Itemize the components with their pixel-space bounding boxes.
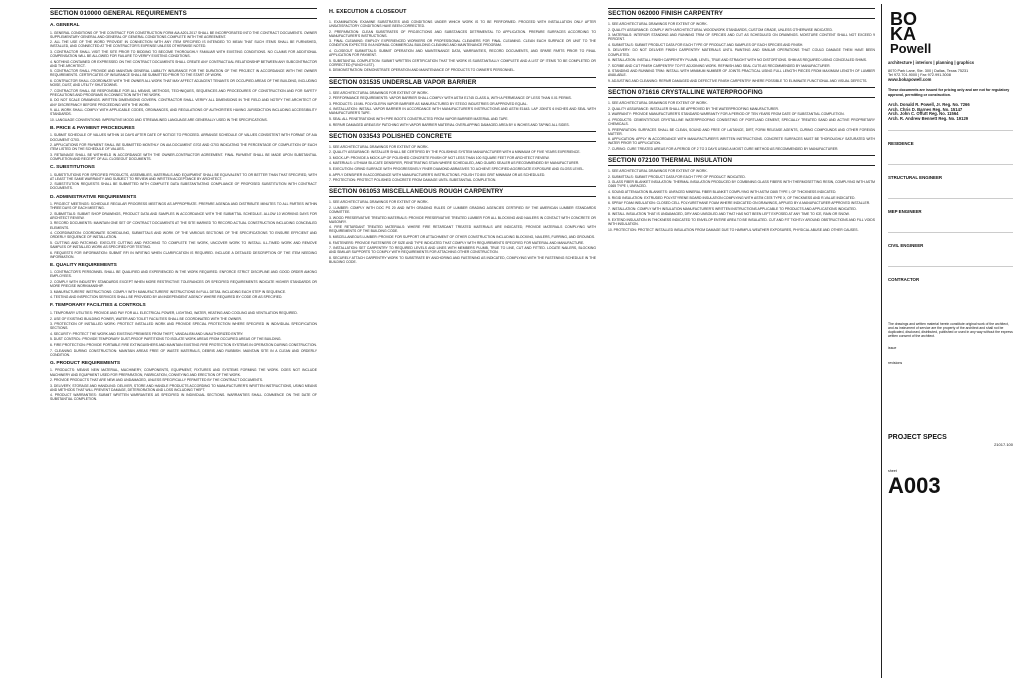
firm-address: 8070 Park Lane, Ste. 300 | Dallas, Texas 75231 — [888, 68, 969, 73]
spec-paragraph: 2. QUALITY ASSURANCE: INSTALLER SHALL BE CERTIFIED BY THE POLISHING SYSTEM MANUFACTURER WITH A MINIMUM OF FIVE YEARS EXPERIENCE. — [329, 150, 581, 155]
spec-paragraph: 3. PROTECTION OF INSTALLED WORK: PROTECT INSTALLED WORK AND PROVIDE SPECIAL PROTECTION WHERE SPECIFIED IN INDIVIDUAL SPECIFICATION SECTIONS. — [50, 322, 317, 331]
spec-paragraph: 6. INSTALLATION: INSTALL FINISH CARPENTRY PLUMB, LEVEL, TRUE AND STRAIGHT WITH NO DISTORTIONS. SHIM AS REQUIRED USING CONCEALED SHIMS. — [608, 58, 867, 63]
section-title: SECTION 061053 MISCELLANEOUS ROUGH CARPENTRY — [329, 186, 596, 197]
spec-column — [50, 8, 317, 680]
section-title: SECTION 072100 THERMAL INSULATION — [608, 155, 875, 166]
spec-paragraph: 1. EXAMINATION: EXAMINE SUBSTRATES AND CONDITIONS UNDER WHICH WORK IS TO BE PERFORMED. PROCEED WITH INSTALLATION ONLY AFTER UNSATISFACTORY CONDITIONS HAVE BEEN CORRECTED. — [329, 20, 596, 29]
spec-paragraph: 4. MATERIALS: LITHIUM SILICATE DENSIFIER, PENETRATING STAIN WHERE SCHEDULED, AND GUARD SEALER AS RECOMMENDED BY MANUFACTURER. — [329, 161, 580, 166]
spec-paragraph: 6. FIRE PROTECTION: PROVIDE PORTABLE FIRE EXTINGUISHERS AND MAINTAIN EXISTING FIRE PROTECTION SYSTEMS IN OPERATION DURING CONSTRUCTION. — [50, 343, 317, 348]
spec-paragraph: 5. DELIVERY: DO NOT DELIVER FINISH CARPENTRY MATERIALS UNTIL PAINTING AND SIMILAR OPERATIONS THAT COULD DAMAGE THEM HAVE BEEN COMPLETED. — [608, 48, 875, 57]
spec-paragraph: 7. INSTALLATION: COMPLY WITH INSULATION MANUFACTURER'S WRITTEN INSTRUCTIONS APPLICABLE TO PRODUCTS AND APPLICATIONS INDICATED. — [608, 206, 857, 211]
spec-paragraph: 5. EXECUTION: GRIND SURFACE WITH PROGRESSIVELY FINER DIAMOND ABRASIVES TO ACHIEVE SPECIFIED AGGREGATE EXPOSURE AND GLOSS LEVEL. — [329, 167, 585, 172]
spec-paragraph: 2. PREPARATION: CLEAN SUBSTRATES OF PROJECTIONS AND SUBSTANCES DETRIMENTAL TO APPLICATION. PREPARE SURFACES ACCORDING TO MANUFACTURER'S INSTRUCTIONS. — [329, 29, 596, 38]
spec-paragraph: 3. WOOD PRESERVATIVE TREATED MATERIALS: PROVIDE PRESERVATIVE TREATED LUMBER FOR ALL BLOCKING AND NAILERS IN CONTACT WITH CONCRETE OR MASONRY. — [329, 215, 596, 224]
section-title: SECTION 071616 CRYSTALLINE WATERPROOFING — [608, 87, 875, 98]
spec-paragraph: 6. REQUESTS FOR INFORMATION: SUBMIT RFI IN WRITING WHEN CLARIFICATION IS REQUIRED. INCLUDE A DETAILED DESCRIPTION OF THE ITEM NEEDING INFORMATION. — [50, 250, 317, 259]
spec-paragraph: 3. GLASS FIBER BLANKET INSULATION: THERMAL INSULATION PRODUCED BY COMBINING GLASS FIBERS WITH THERMOSETTING RESIN, COMPLYING WITH ASTM C665 TYPE I, UNFACED. — [608, 180, 875, 189]
spec-paragraph: 2. SUBMITTALS: SUBMIT SHOP DRAWINGS, PRODUCT DATA AND SAMPLES IN ACCORDANCE WITH THE SUBMITTAL SCHEDULE. ALLOW 10 WORKING DAYS FOR ARCHITECT REVIEW. — [50, 211, 317, 220]
spec-paragraph: 4. FIRE RETARDANT TREATED MATERIALS: WHERE FIRE RETARDANT TREATED MATERIALS ARE INDICATED, PROVIDE MATERIALS COMPLYING WITH REQUIREMENTS OF THE BUILDING CODE. — [329, 225, 596, 234]
spec-paragraph: 3. PRODUCTS: 15 MIL POLYOLEFIN VAPOR BARRIER AS MANUFACTURED BY STEGO INDUSTRIES OR APPROVED EQUAL. — [329, 101, 528, 106]
spec-paragraph: 7. CURING: CURE TREATED AREAS FOR A PERIOD OF 2 TO 3 DAYS USING A MOIST CURE METHOD AS RECOMMENDED BY MANUFACTURER. — [608, 146, 839, 151]
spec-paragraph: 5. CONTRACTOR SHALL PROVIDE AND MAINTAIN GENERAL LIABILITY INSURANCE FOR THE DURATION OF THE PROJECT IN ACCORDANCE WITH THE OWNER REQUIREMENTS. CERTIFICATES OF INSURANCE SHALL BE SUBMITTED PRIOR TO THE START OF WORK. — [50, 69, 317, 78]
spec-paragraph: 1. SEE ARCHITECTURAL DRAWINGS FOR EXTENT OF WORK. — [608, 101, 708, 106]
spec-paragraph: 1. SUBMIT SCHEDULE OF VALUES WITHIN 10 DAYS AFTER DATE OF NOTICE TO PROCEED. ARRANGE SCHEDULE OF VALUES CONSISTENT WITH FORMAT OF AIA DOCUMENT G703. — [50, 133, 317, 142]
spec-paragraph: 8. STANDING AND RUNNING TRIM: INSTALL WITH MINIMUM NUMBER OF JOINTS PRACTICAL USING FULL LENGTH PIECES FROM MAXIMUM LENGTH OF LUMBER AVAILABLE. — [608, 69, 875, 78]
spec-paragraph: 4. TESTING AND INSPECTION SERVICES SHALL BE PROVIDED BY AN INDEPENDENT AGENCY WHERE REQUIRED BY CODE OR AS SPECIFIED. — [50, 295, 283, 300]
subsection-heading: F. TEMPORARY FACILITIES & CONTROLS — [50, 303, 146, 309]
spec-column — [608, 8, 875, 680]
architect-registration: Arch. R. Andrew Bennett Reg. No. 19129 — [888, 115, 969, 121]
consultant-slot: CIVIL ENGINEER — [888, 232, 1013, 266]
spec-paragraph: 7. CONTRACTOR SHALL BE RESPONSIBLE FOR ALL MEANS, METHODS, TECHNIQUES, SEQUENCES AND PROCEDURES OF CONSTRUCTION AND FOR SAFETY PRECAUTIONS AND PROGRAMS IN CONNECTION WITH THE WORK. — [50, 88, 317, 97]
section-title: SECTION 010000 GENERAL REQUIREMENTS — [50, 8, 317, 19]
section-title: H. EXECUTION & CLOSEOUT — [329, 9, 407, 15]
spec-paragraph: 2. SUBMITTALS: SUBMIT PRODUCT DATA FOR EACH TYPE OF PRODUCT INDICATED. — [608, 174, 746, 179]
spec-paragraph: 4. SECURITY: PROTECT THE WORK AND EXISTING PREMISES FROM THEFT, VANDALISM AND UNAUTHORIZED ENTRY. — [50, 331, 244, 336]
spec-paragraph: 6. DEMONSTRATION: DEMONSTRATE OPERATION AND MAINTENANCE OF PRODUCTS TO OWNER'S PERSONNEL. — [329, 68, 515, 73]
spec-paragraph: 5. SEAL ALL PENETRATIONS WITH PIPE BOOTS CONSTRUCTED FROM VAPOR BARRIER MATERIAL AND TAPE. — [329, 117, 509, 121]
subsection-heading: E. QUALITY REQUIREMENTS — [50, 262, 117, 268]
spec-paragraph: 1. SEE ARCHITECTURAL DRAWINGS FOR EXTENT OF WORK. — [329, 90, 429, 95]
svg-text:KA: KA — [890, 24, 916, 44]
consultant-slot: STRUCTURAL ENGINEER — [888, 164, 1013, 198]
spec-paragraph: 4. COORDINATION: COORDINATE SCHEDULING, SUBMITTALS AND WORK OF THE VARIOUS SECTIONS OF THE SPECIFICATIONS TO ENSURE EFFICIENT AND ORDERLY SEQUENCE OF INSTALLATION. — [50, 231, 317, 240]
spec-paragraph: 10. LANGUAGE CONVENTIONS: IMPERATIVE MOOD AND STREAMLINED LANGUAGE ARE GENERALLY USED IN THE SPECIFICATIONS. — [50, 117, 268, 122]
spec-column — [329, 8, 596, 680]
pricing-disclaimer: These documents are issued for pricing only and are not for regulatory approval, permitting or construction. — [888, 88, 1010, 97]
title-block — [881, 4, 1019, 678]
spec-paragraph: 7. INSTALLATION: SET CARPENTRY TO REQUIRED LEVELS AND LINES WITH MEMBERS PLUMB, TRUE TO LINE, CUT AND FITTED. LOCATE NAILERS, BLOCKING AND SIMILAR SUPPORTS TO COMPLY WITH REQUIREMENTS FOR ATTACHING OTHER CONSTRUCTION. — [329, 246, 596, 255]
spec-paragraph: 9. ADJUSTING AND CLEANING: REPAIR DAMAGED AND DEFECTIVE FINISH CARPENTRY WHERE POSSIBLE TO ELIMINATE FUNCTIONAL AND VISUAL DEFECTS. — [608, 79, 868, 84]
sheet-number: A003 — [888, 473, 941, 499]
section-title: SECTION 031535 UNDERSLAB VAPOR BARRIER — [329, 77, 596, 88]
spec-paragraph: 4. INSTALLATION: INSTALL VAPOR BARRIER IN ACCORDANCE WITH MANUFACTURER'S INSTRUCTIONS AND ASTM E1643. LAP JOINTS 6 INCHES AND SEAL WITH MANUFACTURER'S TAPE. — [329, 107, 596, 116]
spec-paragraph: 1. SUBSTITUTIONS FOR SPECIFIED PRODUCTS, ASSEMBLIES, MATERIALS AND EQUIPMENT SHALL BE EQUIVALENT TO OR BETTER THAN THAT SPECIFIED, WITH AT LEAST THE SAME WARRANTY AND SUBJECT TO REVIEW AND WRITTEN ACCEPTANCE BY ARCHITECT. — [50, 172, 317, 181]
spec-paragraph: 4. CLOSEOUT SUBMITTALS: SUBMIT OPERATION AND MAINTENANCE DATA, WARRANTIES, RECORD DOCUMENTS, AND SPARE PARTS PRIOR TO FINAL APPLICATION FOR PAYMENT. — [329, 49, 596, 58]
spec-paragraph: 10. PROTECTION: PROTECT INSTALLED INSULATION FROM DAMAGE DUE TO HARMFUL WEATHER EXPOSURES, PHYSICAL ABUSE AND OTHER CAUSES. — [608, 227, 859, 232]
spec-paragraph: 1. TEMPORARY UTILITIES: PROVIDE AND PAY FOR ALL ELECTRICAL POWER, LIGHTING, WATER, HEATING AND COOLING AND VENTILATION REQUIRED. — [50, 310, 298, 315]
spec-paragraph: 5. CUTTING AND PATCHING: EXECUTE CUTTING AND PATCHING TO COMPLETE THE WORK, UNCOVER WORK TO INSTALL ILL-TIMED WORK AND REMOVE SAMPLES OF INSTALLED WORK AS SPECIFIED FOR TESTING. — [50, 240, 317, 249]
copyright-notice: The drawings and written material herein constitute original work of the architect, and as instrument of service are the property of the architect and shall not be duplicated, disclosed, distributed, published or used in any way without the express written consent of the architect. — [888, 321, 1013, 339]
subsection-heading: C. SUBSTITUTIONS — [50, 165, 95, 171]
spec-paragraph: 2. COMPLY WITH INDUSTRY STANDARDS EXCEPT WHEN MORE RESTRICTIVE TOLERANCES OR SPECIFIED REQUIREMENTS INDICATE HIGHER STANDARDS OR MORE PRECISE WORKMANSHIP. — [50, 280, 317, 289]
spec-paragraph: 8. SECURELY ATTACH CARPENTRY WORK TO SUBSTRATE BY ANCHORING AND FASTENING AS INDICATED, COMPLYING WITH THE FASTENING SCHEDULE IN THE BUILDING CODE. — [329, 255, 596, 264]
sheet-label: sheet — [888, 469, 897, 474]
consultant-slot: CONTRACTOR — [888, 266, 1013, 300]
spec-paragraph: 5. DUST CONTROL: PROVIDE TEMPORARY DUST-PROOF PARTITIONS TO ISOLATE WORK AREAS FROM OCCUPIED AREAS OF THE BUILDING. — [50, 337, 282, 342]
architect-registration: Arch. Chris D. Barnes Reg. No. 15147 — [888, 106, 963, 112]
firm-tagline: architecture | interiors | planning | graphics — [888, 60, 975, 65]
spec-paragraph: 3. WARRANTY: PROVIDE MANUFACTURER'S STANDARD WARRANTY FOR A PERIOD OF TEN YEARS FROM DATE OF SUBSTANTIAL COMPLETION. — [608, 112, 845, 117]
svg-text:Powell: Powell — [890, 41, 932, 56]
spec-paragraph: 4. PRODUCTS: CEMENTITIOUS CRYSTALLINE WATERPROOFING CONSISTING OF PORTLAND CEMENT, SPECIALLY TREATED SAND AND ACTIVE PROPRIETARY CHEMICALS. — [608, 117, 875, 126]
spec-paragraph: 2. LUMBER: COMPLY WITH DOC PS 20 AND WITH GRADING RULES OF LUMBER GRADING AGENCIES CERTIFIED BY THE AMERICAN LUMBER STANDARDS COMMITTEE. — [329, 205, 596, 215]
spec-paragraph: 2. APPLICATIONS FOR PAYMENT SHALL BE SUBMITTED MONTHLY ON AIA DOCUMENT G702 AND G703 INDICATING THE PERCENTAGE OF COMPLETION OF EACH ITEM LISTED ON THE SCHEDULE OF VALUES. — [50, 143, 317, 152]
spec-paragraph: 2. USE OF EXISTING BUILDING POWER, WATER AND TOILET FACILITIES SHALL BE COORDINATED WITH THE OWNER. — [50, 316, 242, 321]
spec-paragraph: 4. SUBMITTALS: SUBMIT PRODUCT DATA FOR EACH TYPE OF PRODUCT AND SAMPLES OF EACH SPECIES AND FINISH. — [608, 42, 804, 47]
spec-paragraph: 1. GENERAL CONDITIONS OF THE CONTRACT FOR CONSTRUCTION FORM AIA A201-2017 SHALL BE INCORPORATED INTO THE CONTRACT DOCUMENTS. OWNER SUPPLEMENTARY GENERAL AND GENERAL OF GENERAL CONDITIONS COMPLETE WITH THE AGREEMENT. — [50, 30, 317, 39]
spec-paragraph: 3. FINAL CLEANING: EMPLOY EXPERIENCED WORKERS OR PROFESSIONAL CLEANERS FOR FINAL CLEANING. CLEAN EACH SURFACE OR UNIT TO THE CONDITION EXPECTED IN A NORMAL COMMERCIAL BUILDING CLEANING AND MAINTENANCE PROGRAM. — [329, 39, 596, 48]
spec-paragraph: 1. SEE ARCHITECTURAL DRAWINGS FOR EXTENT OF WORK. — [608, 22, 708, 26]
consultant-slot: MEP ENGINEER — [888, 198, 1013, 232]
section-title: SECTION 033543 POLISHED CONCRETE — [329, 131, 596, 142]
spec-paragraph: 6. CONTRACTOR SHALL COORDINATE WITH THE OWNER ALL WORK THAT MAY AFFECT ADJACENT TENANTS OR OCCUPIED AREAS OF THE BUILDING, INCLUDING NOISE, DUST, AND UTILITY SHUTDOWNS. — [50, 79, 317, 88]
project-number: 21017.100 — [994, 442, 1013, 448]
spec-paragraph: 3. RETAINAGE SHALL BE WITHHELD IN ACCORDANCE WITH THE OWNER-CONTRACTOR AGREEMENT. FINAL PAYMENT SHALL BE MADE UPON SUBSTANTIAL COMPLETION AND RECEIPT OF ALL CLOSEOUT DOCUMENTS. — [50, 152, 317, 161]
spec-paragraph: 2. ALL THE USE OF THE WORD 'PROVIDE' IN CONNECTION WITH ANY ITEM SPECIFIED IS INTENDED TO MEAN THAT SUCH ITEMS SHALL BE FURNISHED, INSTALLED, AND CONNECTED AT THE CONTRACTOR'S EXPENSE UNLESS OTHERWISE NOTED. — [50, 40, 317, 49]
consultant-slot: RESIDENCE — [888, 130, 1013, 164]
revisions-label: revisions — [888, 361, 903, 366]
spec-paragraph: 4. PRODUCT WARRANTIES: SUBMIT WRITTEN WARRANTIES AS SPECIFIED IN INDIVIDUAL SECTIONS. WARRANTIES SHALL COMMENCE ON THE DATE OF SUBSTANTIAL COMPLETION. — [50, 393, 317, 402]
spec-paragraph: 3. DELIVERY, STORAGE AND HANDLING: DELIVER, STORE AND HANDLE PRODUCTS ACCORDING TO MANUFACTURER'S WRITTEN INSTRUCTIONS, USING MEANS AND METHODS THAT WILL PREVENT DAMAGE, DETERIORATION AND LOSS INCLUDING THEFT. — [50, 383, 317, 392]
spec-paragraph: 1. SEE ARCHITECTURAL DRAWINGS FOR EXTENT OF WORK. — [329, 200, 429, 205]
spec-paragraph: 2. SUBSTITUTION REQUESTS SHALL BE SUBMITTED WITH COMPLETE DATA SUBSTANTIATING COMPLIANCE OF PROPOSED SUBSTITUTION WITH CONTRACT DOCUMENTS. — [50, 182, 317, 191]
spec-paragraph: 4. NOTHING CONTAINED OR EXPRESSED ON THE CONTRACT DOCUMENTS SHALL CREATE ANY CONTRACTUAL RELATIONSHIP BETWEEN ANY SUBCONTRACTOR AND THE ARCHITECT. — [50, 59, 317, 68]
spec-paragraph: 6. APPLY DENSIFIER IN ACCORDANCE WITH MANUFACTURER'S INSTRUCTIONS. POLISH TO 800 GRIT MINIMUM OR AS SCHEDULED. — [329, 172, 546, 177]
spec-paragraph: 1. PRODUCTS: MEANS NEW MATERIAL, MACHINERY, COMPONENTS, EQUIPMENT, FIXTURES AND SYSTEMS FORMING THE WORK. DOES NOT INCLUDE MACHINERY AND EQUIPMENT USED FOR PREPARATION, FABRICATION, CONVEYING AND ERECTION OF THE WORK. — [50, 368, 317, 377]
spec-paragraph: 7. PROTECTION: PROTECT POLISHED CONCRETE FROM DAMAGE UNTIL SUBSTANTIAL COMPLETION. — [329, 178, 497, 183]
spec-paragraph: 7. SCRIBE AND CUT FINISH CARPENTRY TO FIT ADJOINING WORK. REFINISH AND SEAL CUTS AS RECOMMENDED BY MANUFACTURER. — [608, 63, 831, 68]
spec-paragraph: 8. INSTALL INSULATION THAT IS UNDAMAGED, DRY AND UNSOILED AND THAT HAS NOT BEEN LEFT EXPOSED AT ANY TIME TO ICE, RAIN OR SNOW. — [608, 212, 850, 217]
spec-paragraph: 9. ALL WORK SHALL COMPLY WITH APPLICABLE CODES, ORDINANCES, AND REGULATIONS OF AUTHORITIES HAVING JURISDICTION INCLUDING ACCESSIBILITY STANDARDS. — [50, 108, 317, 117]
architect-list — [888, 103, 1013, 121]
firm-phone: Tel 972.701.9000 | Fax 972.991.3008 — [888, 73, 951, 78]
subsection-heading: D. ADMINISTRATIVE REQUIREMENTS — [50, 194, 137, 200]
svg-text:BO: BO — [890, 9, 917, 29]
spec-paragraph: 1. SEE ARCHITECTURAL DRAWINGS FOR EXTENT OF WORK. — [608, 169, 708, 174]
section-title: SECTION 062000 FINISH CARPENTRY — [608, 8, 875, 19]
spec-paragraph: 5. RIGID INSULATION: EXTRUDED POLYSTYRENE BOARD INSULATION COMPLYING WITH ASTM C578 TYPE X, OF THICKNESS AND R-VALUE INDICATED. — [608, 195, 856, 200]
boka-powell-logo — [888, 8, 946, 56]
spec-paragraph: 6. APPLICATION: APPLY IN ACCORDANCE WITH MANUFACTURER'S WRITTEN INSTRUCTIONS. CONCRETE SURFACES MUST BE THOROUGHLY SATURATED WITH WATER PRIOR TO APPLICATION. — [608, 137, 875, 146]
spec-paragraph: 5. PREPARATION: SURFACES SHALL BE CLEAN, SOUND AND FREE OF LAITANCE, DIRT, FORM RELEASE AGENTS, CURING COMPOUNDS AND OTHER FOREIGN MATTER. — [608, 127, 875, 136]
spec-paragraph: 4. SOUND ATTENUATION BLANKETS: UNFACED MINERAL FIBER BLANKET COMPLYING WITH ASTM C665 TYPE I, OF THICKNESS INDICATED. — [608, 189, 837, 194]
project-title: PROJECT SPECS — [888, 434, 947, 442]
spec-paragraph: 3. CONTRACTOR SHALL VISIT THE SITE PRIOR TO BIDDING TO BECOME THOROUGHLY FAMILIAR WITH EXISTING CONDITIONS. NO CLAIMS FOR ADDITIONAL COMPENSATION WILL BE ALLOWED FOR FAILURE TO VERIFY EXISTING CONDITIONS. — [50, 49, 317, 59]
issue-label: issue — [888, 346, 897, 351]
spec-paragraph: 3. RECORD DOCUMENTS: MAINTAIN ONE SET OF CONTRACT DOCUMENTS AT THE SITE MARKED TO RECORD ACTUAL CONSTRUCTION INCLUDING CONCEALED ELEMENTS. — [50, 221, 317, 230]
architect-registration: Arch. John C. Offutt Reg. No. 11564 — [888, 111, 959, 117]
spec-paragraph: 2. PROVIDE PRODUCTS THAT ARE NEW AND UNDAMAGED, UNLESS SPECIFICALLY PERMITTED BY THE CONTRACT DOCUMENTS. — [50, 378, 263, 383]
spec-paragraph: 2. PERFORMANCE REQUIREMENTS: VAPOR BARRIER SHALL COMPLY WITH ASTM E1745 CLASS A, WITH A PERMEANCE OF LESS THAN 0.01 PERMS. — [329, 96, 572, 101]
spec-paragraph: 3. MOCK-UP: PROVIDE A MOCK-UP OF POLISHED CONCRETE FINISH OF NOT LESS THAN 100 SQUARE FEET FOR ARCHITECT REVIEW. — [329, 155, 550, 160]
subsection-heading: B. PRICE & PAYMENT PROCEDURES — [50, 125, 135, 131]
spec-paragraph: 6. FASTENERS: PROVIDE FASTENERS OF SIZE AND TYPE INDICATED THAT COMPLY WITH REQUIREMENTS SPECIFIED FOR MATERIAL AND MANUFACTURE. — [329, 240, 585, 245]
spec-paragraph: 6. REPAIR DAMAGED AREAS BY PATCHING WITH VAPOR BARRIER MATERIAL OVERLAPPING DAMAGED AREA BY 6 INCHES AND TAPING ALL SIDES. — [329, 122, 570, 127]
spec-paragraph: 6. SPRAY FOAM INSULATION: CLOSED CELL POLYURETHANE FOAM WHERE INDICATED ON DRAWINGS, APPLIED BY A MANUFACTURER APPROVED INSTALLER. — [608, 201, 871, 206]
spec-paragraph: 8. DO NOT SCALE DRAWINGS. WRITTEN DIMENSIONS GOVERN. CONTRACTOR SHALL VERIFY ALL DIMENSIONS IN THE FIELD AND NOTIFY THE ARCHITECT OF ANY DISCREPANCY BEFORE PROCEEDING WITH THE WORK. — [50, 98, 317, 107]
spec-paragraph: 1. CONTRACTOR'S PERSONNEL SHALL BE QUALIFIED AND EXPERIENCED IN THE WORK REQUIRED. ENFORCE STRICT DISCIPLINE AND GOOD ORDER AMONG EMPLOYEES. — [50, 270, 317, 279]
spec-paragraph: 1. PROJECT MEETINGS: SCHEDULE REGULAR PROGRESS MEETINGS AS APPROPRIATE. PREPARE AGENDA AND DISTRIBUTE MINUTES TO ALL PARTIES WITHIN THREE DAYS OF EACH MEETING. — [50, 202, 317, 211]
consultant-list — [888, 130, 1013, 300]
spec-paragraph: 2. QUALITY ASSURANCE: INSTALLER SHALL BE APPROVED BY THE WATERPROOFING MANUFACTURER. — [608, 106, 779, 111]
spec-paragraph: 2. QUALITY ASSURANCE: COMPLY WITH ARCHITECTURAL WOODWORK STANDARDS, CUSTOM GRADE, UNLESS OTHERWISE INDICATED. — [608, 27, 833, 32]
subsection-heading: A. GENERAL — [50, 23, 80, 28]
spec-paragraph: 5. SUBSTANTIAL COMPLETION: SUBMIT WRITTEN CERTIFICATION THAT THE WORK IS SUBSTANTIALLY COMPLETE AND A LIST OF ITEMS TO BE COMPLETED OR CORRECTED (PUNCH LIST). — [329, 58, 596, 67]
spec-paragraph: 5. MISCELLANEOUS LUMBER: PROVIDE FOR SUPPORT OR ATTACHMENT OF OTHER CONSTRUCTION INCLUDING BLOCKING, NAILERS, FURRING, AND GROUNDS. — [329, 235, 596, 239]
firm-website[interactable]: www.bokapowell.com — [888, 76, 932, 82]
spec-paragraph: 9. EXTEND INSULATION IN THICKNESS INDICATED TO ENVELOP ENTIRE AREA TO BE INSULATED. CUT AND FIT TIGHTLY AROUND OBSTRUCTIONS AND FILL VOIDS WITH INSULATION. — [608, 217, 875, 226]
architect-registration: Arch. Donald R. Powell, Jr. Reg. No. 7266 — [888, 102, 970, 108]
spec-paragraph: 3. MATERIALS: INTERIOR STANDING AND RUNNING TRIM OF SPECIES AND CUT AS SCHEDULED ON DRAWINGS. MOISTURE CONTENT SHALL NOT EXCEED 9 PERCENT. — [608, 33, 875, 42]
subsection-heading: G. PRODUCT REQUIREMENTS — [50, 360, 121, 366]
spec-paragraph: 3. MANUFACTURERS' INSTRUCTIONS: COMPLY WITH MANUFACTURERS' INSTRUCTIONS IN FULL DETAIL INCLUDING EACH STEP IN SEQUENCE. — [50, 289, 287, 294]
spec-paragraph: 1. SEE ARCHITECTURAL DRAWINGS FOR EXTENT OF WORK. — [329, 144, 429, 149]
spec-columns — [50, 8, 875, 680]
spec-paragraph: 7. CLEANING DURING CONSTRUCTION: MAINTAIN AREAS FREE OF WASTE MATERIALS, DEBRIS AND RUBBISH. MAINTAIN SITE IN A CLEAN AND ORDERLY CONDITION. — [50, 348, 317, 357]
